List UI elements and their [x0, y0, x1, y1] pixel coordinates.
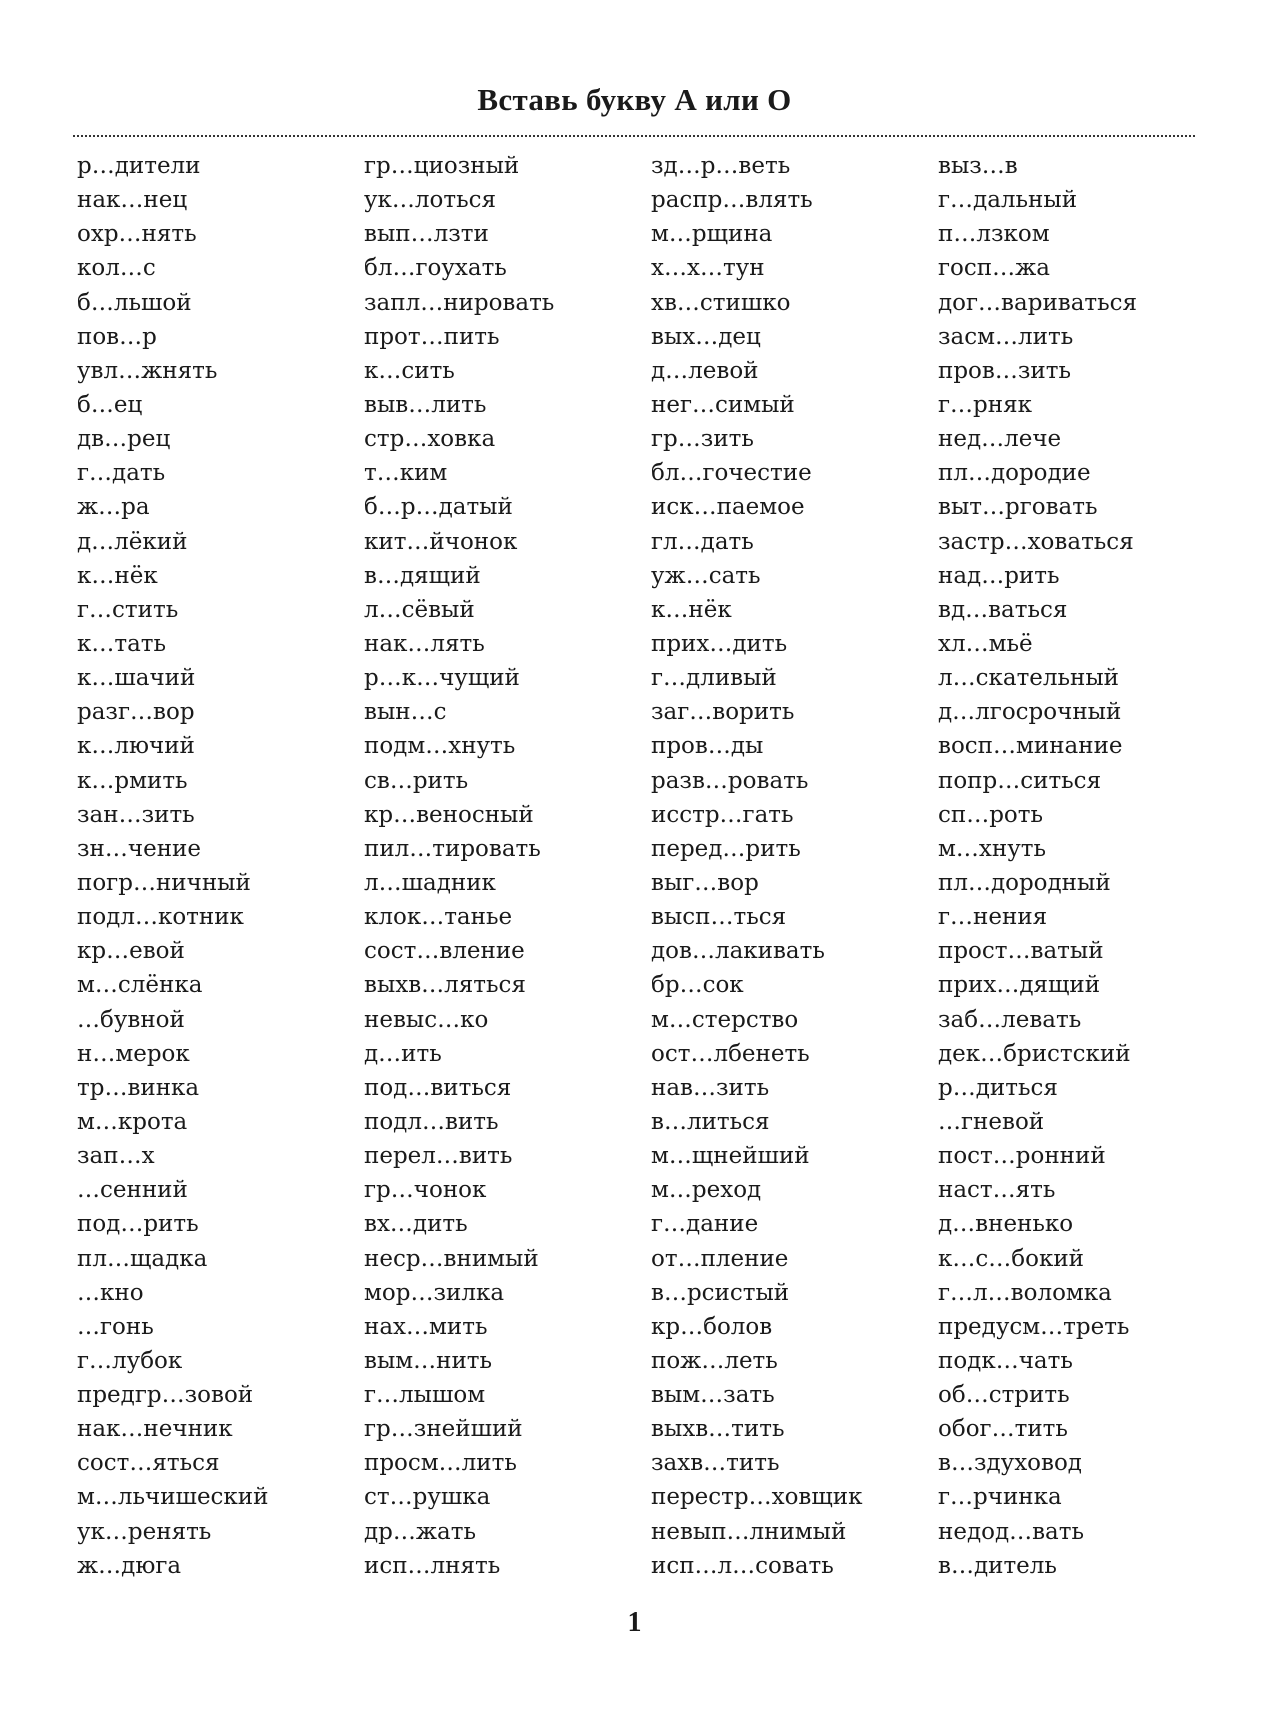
word-item: вым…нить [364, 1347, 493, 1374]
word-item: заг…ворить [651, 699, 795, 726]
word-item: нак…нечник [77, 1416, 233, 1443]
word-item: восп…минание [938, 733, 1123, 760]
word-item: под…виться [364, 1074, 512, 1101]
word-item: д…левой [651, 357, 759, 384]
word-item: …бувной [77, 1006, 185, 1033]
word-item: т…ким [364, 460, 448, 487]
word-item: х…х…тун [651, 255, 765, 282]
word-item: бр…сок [651, 972, 744, 999]
word-item: р…к…чущий [364, 665, 520, 692]
word-item: выг…вор [651, 869, 759, 896]
word-item: недод…вать [938, 1518, 1085, 1545]
dotted-divider [73, 135, 1195, 137]
word-item: нах…мить [364, 1313, 488, 1340]
word-item: перестр…ховщик [651, 1484, 863, 1511]
word-item: запл…нировать [364, 289, 555, 316]
word-item: выт…рговать [938, 494, 1098, 521]
word-item: к…сить [364, 357, 455, 384]
word-item: к…рмить [77, 767, 188, 794]
word-item: нак…нец [77, 187, 188, 214]
word-item: к…с…бокий [938, 1245, 1084, 1272]
word-item: уж…сать [651, 562, 761, 589]
word-item: в…дитель [938, 1552, 1057, 1579]
word-item: выхв…ляться [364, 972, 526, 999]
word-item: к…нёк [77, 562, 158, 589]
word-item: п…лзком [938, 221, 1050, 248]
word-item: вых…дец [651, 323, 761, 350]
word-item: вып…лзти [364, 221, 489, 248]
word-item: застр…ховаться [938, 528, 1134, 555]
word-item: распр…влять [651, 187, 813, 214]
word-item: л…шадник [364, 869, 496, 896]
word-item: нак…лять [364, 630, 485, 657]
word-item: попр…ситься [938, 767, 1102, 794]
word-column-3 [651, 149, 941, 1583]
word-item: в…рсистый [651, 1279, 790, 1306]
word-item: обог…тить [938, 1416, 1068, 1443]
word-item: б…р…датый [364, 494, 513, 521]
word-item: нав…зить [651, 1074, 770, 1101]
word-item: мор…зилка [364, 1279, 505, 1306]
word-item: м…стерство [651, 1006, 799, 1033]
word-item: пил…тировать [364, 835, 541, 862]
word-item: в…литься [651, 1108, 770, 1135]
word-item: кр…евой [77, 938, 185, 965]
word-item: подк…чать [938, 1347, 1073, 1374]
word-item: зн…чение [77, 835, 201, 862]
word-item: д…лёкий [77, 528, 188, 555]
word-item: ост…лбенеть [651, 1040, 810, 1067]
word-item: …сенний [77, 1177, 188, 1204]
word-item: г…стить [77, 596, 179, 623]
word-item: сост…яться [77, 1450, 220, 1477]
word-item: гл…дать [651, 528, 754, 555]
word-item: г…дать [77, 460, 166, 487]
word-item: вд…ваться [938, 596, 1068, 623]
word-item: выхв…тить [651, 1416, 785, 1443]
word-item: л…скательный [938, 665, 1120, 692]
word-item: просм…лить [364, 1450, 517, 1477]
word-item: …гонь [77, 1313, 154, 1340]
word-item: сост…вление [364, 938, 525, 965]
word-item: ж…дюга [77, 1552, 182, 1579]
word-item: кр…болов [651, 1313, 773, 1340]
word-item: исп…лнять [364, 1552, 501, 1579]
word-item: д…вненько [938, 1211, 1074, 1238]
word-item: б…ец [77, 391, 143, 418]
word-item: кол…с [77, 255, 156, 282]
page-title: Вставь букву А или О [477, 82, 792, 117]
word-item: бл…гочестие [651, 460, 812, 487]
word-item: об…стрить [938, 1382, 1070, 1409]
word-item: стр…ховка [364, 426, 496, 453]
word-item: г…лубок [77, 1347, 183, 1374]
word-columns [0, 149, 1269, 1589]
word-item: л…сёвый [364, 596, 475, 623]
word-item: подл…вить [364, 1108, 499, 1135]
word-item: от…пление [651, 1245, 789, 1272]
word-item: гр…знейший [364, 1416, 523, 1443]
word-item: пл…дородие [938, 460, 1091, 487]
word-item: исстр…гать [651, 801, 794, 828]
word-item: над…рить [938, 562, 1060, 589]
word-item: г…дальный [938, 187, 1078, 214]
word-item: к…тать [77, 630, 167, 657]
word-item: гр…циозный [364, 153, 520, 179]
word-item: выв…лить [364, 391, 487, 418]
word-item: дек…бристский [938, 1040, 1131, 1067]
word-item: в…дящий [364, 562, 481, 589]
word-item: дов…лакивать [651, 938, 825, 965]
word-item: невыс…ко [364, 1006, 489, 1033]
word-item: г…нения [938, 904, 1048, 931]
word-item: нег…симый [651, 391, 795, 418]
word-item: дв…рец [77, 426, 171, 453]
word-item: м…крота [77, 1108, 188, 1135]
word-item: исп…л…совать [651, 1552, 834, 1579]
word-item: пл…щадка [77, 1245, 208, 1272]
word-item: вым…зать [651, 1382, 775, 1409]
word-item: подл…котник [77, 904, 244, 931]
word-item: вх…дить [364, 1211, 468, 1238]
word-item: погр…ничный [77, 869, 251, 896]
word-item: г…рчинка [938, 1484, 1062, 1511]
word-item: гр…чонок [364, 1177, 487, 1204]
word-column-1 [77, 149, 367, 1583]
word-item: тр…винка [77, 1074, 200, 1101]
word-item: м…слёнка [77, 972, 203, 999]
word-item: прот…пить [364, 323, 500, 350]
word-item: к…нёк [651, 596, 732, 623]
word-item: ст…рушка [364, 1484, 491, 1511]
word-item: высп…ться [651, 904, 787, 931]
word-item: н…мерок [77, 1040, 190, 1067]
page-number: 1 [627, 1607, 642, 1638]
word-item: прих…дить [651, 630, 788, 657]
word-item: …кно [77, 1279, 144, 1306]
word-item: б…льшой [77, 289, 192, 316]
word-item: разг…вор [77, 699, 195, 726]
word-item: м…льчишеский [77, 1484, 269, 1511]
word-item: хл…мьё [938, 630, 1033, 657]
word-item: предгр…зовой [77, 1382, 254, 1409]
word-item: г…дливый [651, 665, 777, 692]
word-item: ук…лоться [364, 187, 497, 214]
word-item: к…шачий [77, 665, 196, 692]
word-item: выз…в [938, 153, 1018, 179]
word-item: г…лышом [364, 1382, 486, 1409]
word-item: охр…нять [77, 221, 197, 248]
word-item: пост…ронний [938, 1143, 1106, 1170]
word-item: бл…гоухать [364, 255, 507, 282]
word-item: м…реход [651, 1177, 762, 1204]
word-item: перед…рить [651, 835, 801, 862]
word-item: кит…йчонок [364, 528, 518, 555]
word-item: зан…зить [77, 801, 195, 828]
word-item: д…ить [364, 1040, 442, 1067]
word-item: р…диться [938, 1074, 1058, 1101]
word-item: невып…лнимый [651, 1518, 847, 1545]
word-item: св…рить [364, 767, 469, 794]
word-item: р…дители [77, 153, 201, 179]
word-item: дог…вариваться [938, 289, 1138, 316]
word-item: засм…лить [938, 323, 1074, 350]
word-item: госп…жа [938, 255, 1050, 282]
word-item: неср…внимый [364, 1245, 539, 1272]
word-item: нед…лече [938, 426, 1062, 453]
word-item: м…рщина [651, 221, 773, 248]
word-item: пож…леть [651, 1347, 778, 1374]
word-item: пров…зить [938, 357, 1071, 384]
word-item: г…л…воломка [938, 1279, 1112, 1306]
word-item: вын…с [364, 699, 447, 726]
word-item: пров…ды [651, 733, 764, 760]
word-item: иск…паемое [651, 494, 805, 521]
word-item: сп…роть [938, 801, 1044, 828]
word-item: перел…вить [364, 1143, 513, 1170]
word-column-4 [938, 149, 1228, 1583]
word-item: в…здуховод [938, 1450, 1082, 1477]
word-item: прост…ватый [938, 938, 1104, 965]
word-item: пов…р [77, 323, 157, 350]
word-item: г…дание [651, 1211, 759, 1238]
word-item: кр…веносный [364, 801, 534, 828]
word-item: разв…ровать [651, 767, 809, 794]
word-item: д…лгосрочный [938, 699, 1122, 726]
word-item: к…лючий [77, 733, 195, 760]
word-item: зд…р…веть [651, 153, 791, 179]
word-item: хв…стишко [651, 289, 791, 316]
word-item: пл…дородный [938, 869, 1111, 896]
word-item: подм…хнуть [364, 733, 516, 760]
word-item: предусм…треть [938, 1313, 1130, 1340]
word-item: под…рить [77, 1211, 199, 1238]
word-item: ж…ра [77, 494, 150, 521]
word-item: увл…жнять [77, 357, 218, 384]
word-item: м…щнейший [651, 1143, 810, 1170]
word-item: гр…зить [651, 426, 754, 453]
word-item: др…жать [364, 1518, 477, 1545]
word-item: наст…ять [938, 1177, 1056, 1204]
word-item: зап…х [77, 1143, 155, 1170]
word-column-2 [364, 149, 654, 1583]
word-item: м…хнуть [938, 835, 1046, 862]
word-item: ук…ренять [77, 1518, 212, 1545]
word-item: заб…левать [938, 1006, 1082, 1033]
word-item: прих…дящий [938, 972, 1101, 999]
word-item: захв…тить [651, 1450, 780, 1477]
word-item: г…рняк [938, 391, 1032, 418]
word-item: …гневой [938, 1108, 1045, 1135]
word-item: клок…танье [364, 904, 513, 931]
